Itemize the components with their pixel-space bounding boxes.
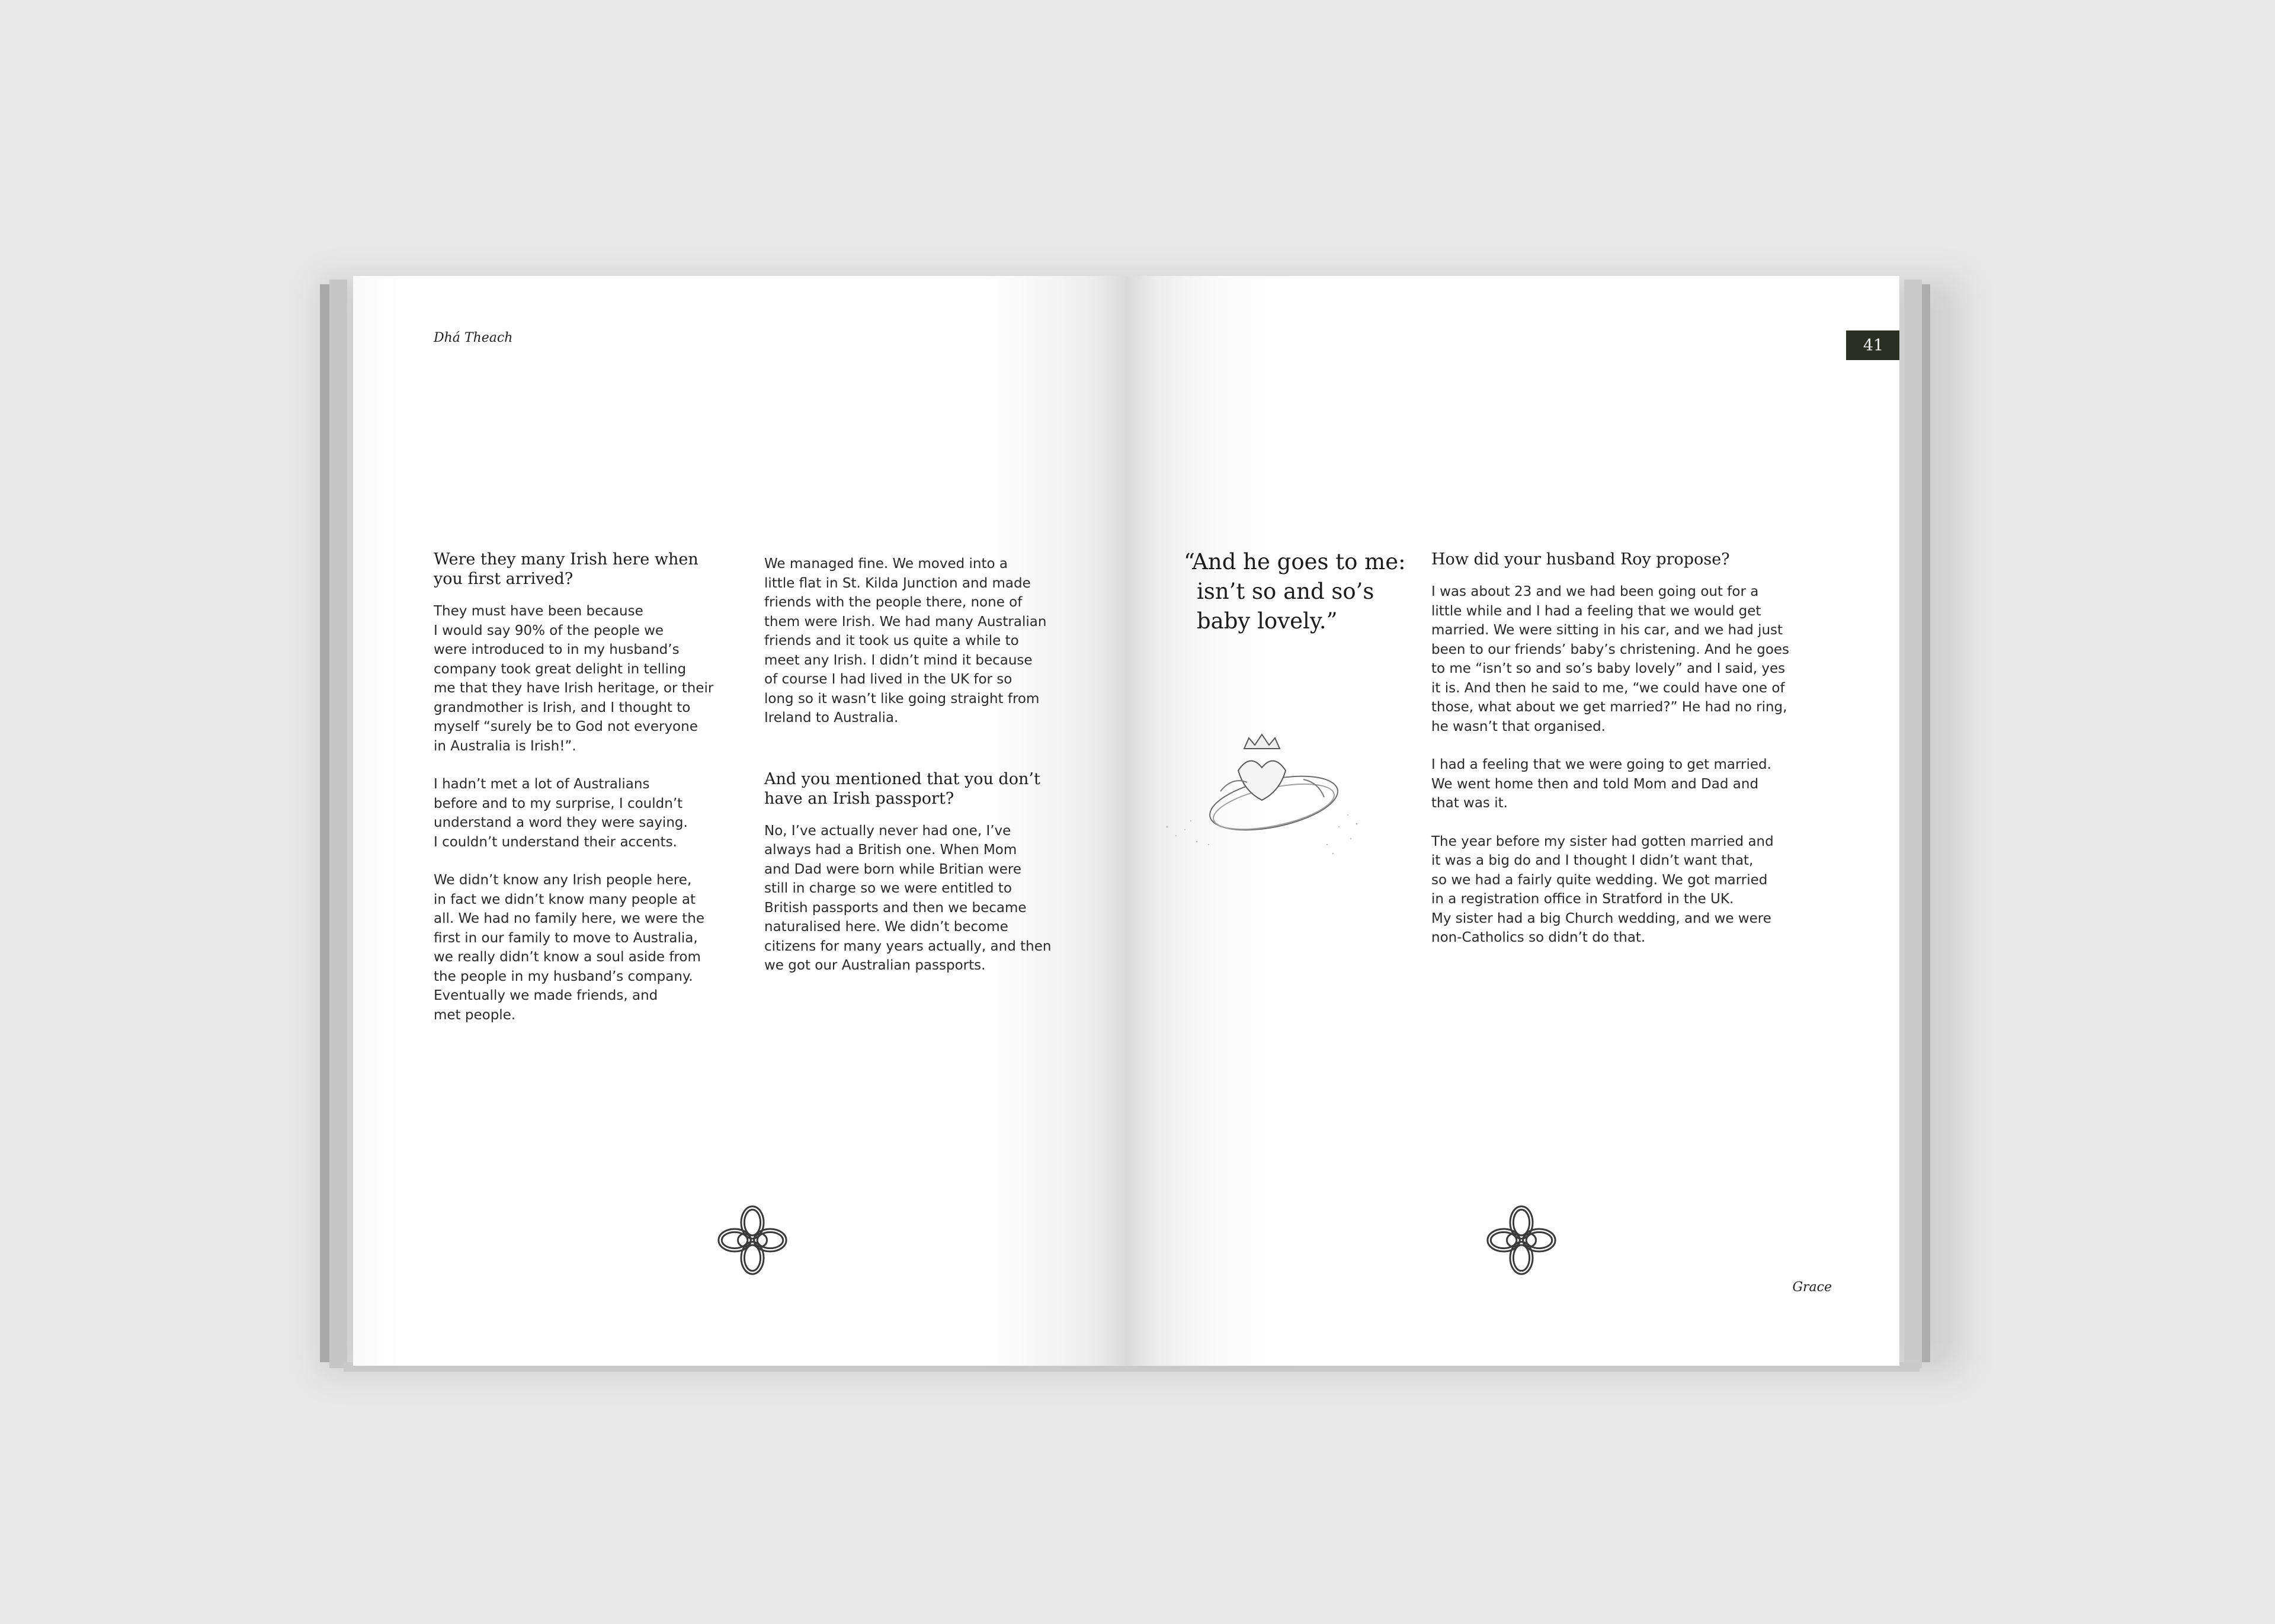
right-page-edge-inner xyxy=(1904,280,1922,1368)
right-column xyxy=(1431,550,1858,967)
paragraph: We managed fine. We moved into a little flat in St. Kilda Junction and made friends with the people there, none of them were Irish. We had many Australian friends and it took us quite a while to meet any Irish. I didn’t mind it because of course I had lived in the UK for so long so it wasn’t like going straight from Ireland to Australia. xyxy=(764,556,1047,726)
page-number: 41 xyxy=(1846,330,1899,360)
celtic-knot-icon xyxy=(1481,1200,1562,1280)
paragraph: The year before my sister had gotten married and it was a big do and I thought I didn’t want that, so we had a fairly quite wedding. We got married in a registration office in Stratford in the UK. My sister had a big Church wedding, and we were non-Catholics so didn’t do that. xyxy=(1431,833,1774,945)
left-page xyxy=(353,276,1126,1366)
right-page xyxy=(1126,276,1899,1366)
left-page-edge-inner xyxy=(329,280,347,1368)
question-heading: And you mentioned that you don’t have an Irish passport? xyxy=(764,769,1040,808)
pull-quote: “And he goes to me: isn’t so and so’s baby lovely.” xyxy=(1184,549,1406,634)
running-head: Dhá Theach xyxy=(434,330,513,345)
celtic-knot-icon xyxy=(712,1200,793,1280)
question-heading: How did your husband Roy propose? xyxy=(1431,550,1730,569)
footer-name: Grace xyxy=(1792,1280,1832,1295)
paragraph: I had a feeling that we were going to get married. We went home then and told Mom and Dad and that was it. xyxy=(1431,757,1771,811)
paragraph: No, I’ve actually never had one, I’ve always had a British one. When Mom and Dad were born while Britian were still in charge so we were entitled to British passports and then we became naturalised here. We didn’t become citizens for many years actually, and then we got our Australian passports. xyxy=(764,823,1052,973)
paragraph: I was about 23 and we had been going out for a little while and I had a feeling that we would get married. We were sitting in his car, and we had just been to our friends’ baby’s christening. And he goes to me “isn’t so and so’s baby lovely” and I said, yes it is. And then he said to me, “we could have one of those, what about we get married?” He had no ring, he wasn’t that organised. xyxy=(1431,584,1790,734)
paragraph: They must have been because I would say 90% of the people we were introduced to in my husband’s company took great delight in telling me that they have Irish heritage, or their grandmother is Irish, and I thought to myself “surely be to God not everyone in Australia is Irish!”. xyxy=(434,604,714,754)
paragraph: I hadn’t met a lot of Australians before and to my surprise, I couldn’t understand a word they were saying. I couldn’t understand their accents. xyxy=(434,776,688,850)
left-column-2 xyxy=(764,554,1096,994)
left-column-1 xyxy=(434,550,748,1044)
claddagh-ring-illustration xyxy=(1149,702,1374,874)
question-heading: Were they many Irish here when you first arrived? xyxy=(434,550,698,588)
paragraph: We didn’t know any Irish people here, in fact we didn’t know many people at all. We had no family here, we were the first in our family to move to Australia, we really didn’t know a soul aside from the people in my husband’s company. Eventually we made friends, and met people. xyxy=(434,872,705,1023)
